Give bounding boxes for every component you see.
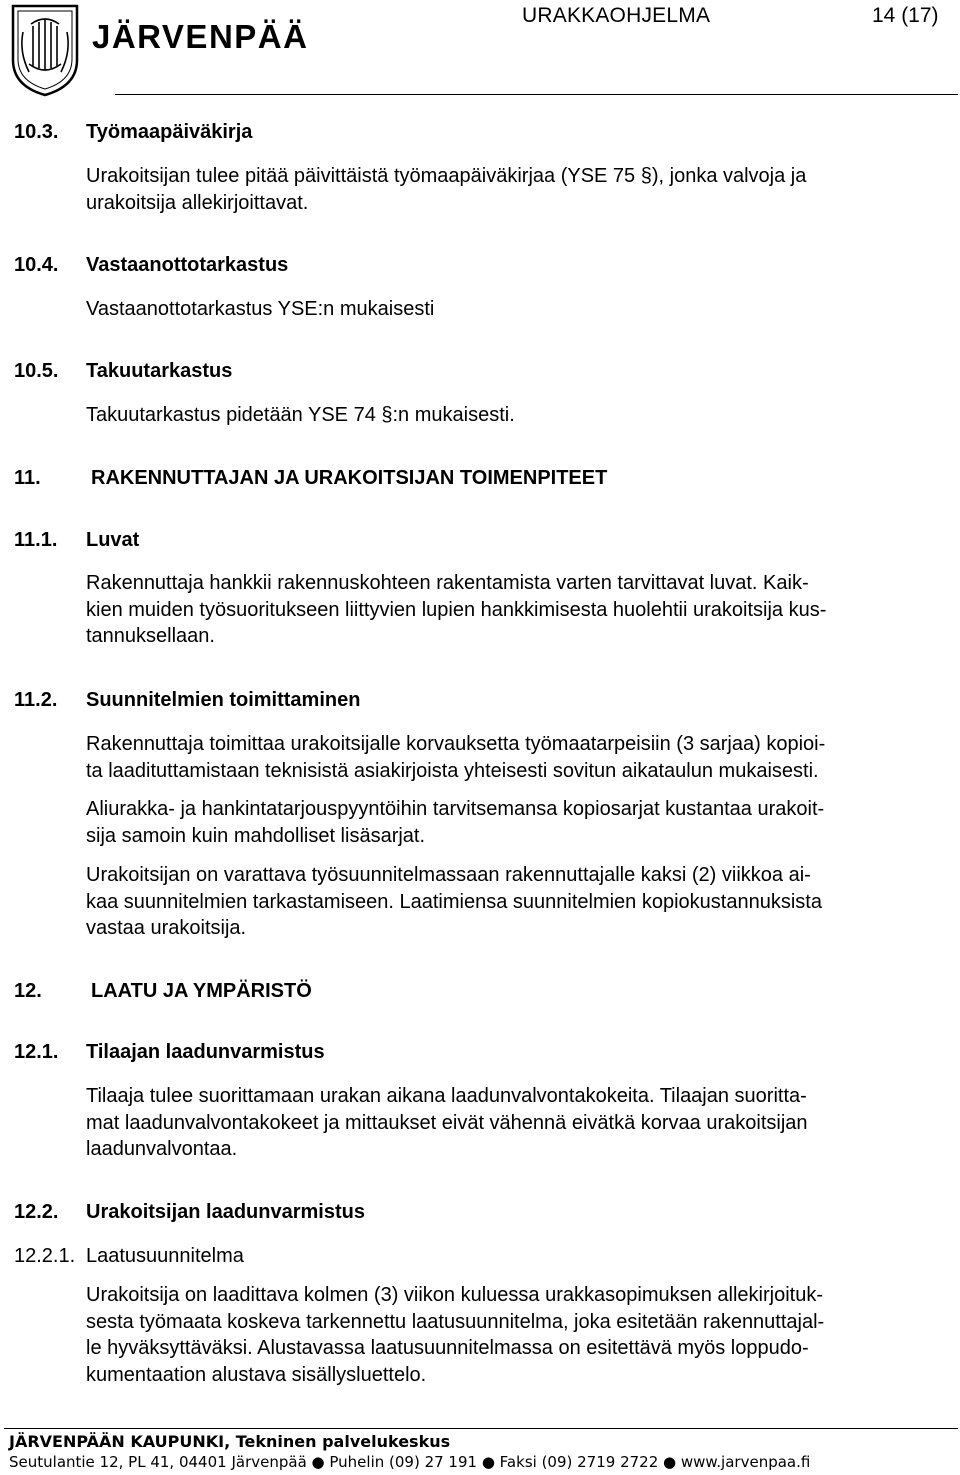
section-number: 11.2.	[14, 689, 58, 711]
section-heading: Tilaajan laadunvarmistus	[86, 1041, 325, 1063]
section-paragraph: Rakennuttaja toimittaa urakoitsijalle korvauksetta työmaatarpeisiin (3 sarjaa) kopioi- ta laadituttamistaan teknisistä asiakirjoista yhteisesti sovitun aikataulun mukaisesti.	[86, 733, 826, 782]
city-crest-logo	[9, 2, 81, 98]
subsection-number: 12.2.1.	[14, 1245, 76, 1267]
section-heading: Vastaanottotarkastus	[86, 254, 289, 276]
chapter-heading: RAKENNUTTAJAN JA URAKOITSIJAN TOIMENPITEET	[91, 467, 608, 489]
section-number: 12.2.	[14, 1201, 59, 1223]
footer-organization: JÄRVENPÄÄN KAUPUNKI, Tekninen palvelukeskus	[9, 1432, 451, 1451]
section-body: Rakennuttaja hankkii rakennuskohteen rakentamista varten tarvittavat luvat. Kaik- kien muiden työsuoritukseen liittyvien lupien hankkimisesta huolehtii urakoitsija kus- tannuksellaan.	[86, 572, 827, 647]
chapter-number: 12.	[14, 980, 42, 1002]
footer-contact: Seutulantie 12, PL 41, 04401 Järvenpää ● Puhelin (09) 27 191 ● Faksi (09) 2719 2722 ● www.jarvenpaa.fi	[9, 1453, 811, 1471]
document-title: URAKKAOHJELMA	[522, 4, 711, 27]
section-body: Urakoitsijan tulee pitää päivittäistä työmaapäiväkirjaa (YSE 75 §), jonka valvoja ja urakoitsija allekirjoittavat.	[86, 165, 807, 214]
page-number: 14 (17)	[872, 4, 939, 27]
section-heading: Suunnitelmien toimittaminen	[86, 689, 361, 711]
chapter-heading: LAATU JA YMPÄRISTÖ	[91, 980, 312, 1002]
section-body: Vastaanottotarkastus YSE:n mukaisesti	[86, 298, 435, 320]
section-heading: Urakoitsijan laadunvarmistus	[86, 1201, 365, 1223]
footer-divider	[4, 1428, 958, 1429]
section-body: Takuutarkastus pidetään YSE 74 §:n mukaisesti.	[86, 404, 515, 426]
section-number: 12.1.	[14, 1041, 59, 1063]
header-divider	[115, 94, 958, 95]
section-number: 10.5.	[14, 360, 59, 382]
section-body: Urakoitsija on laadittava kolmen (3) viikon kuluessa urakkasopimuksen allekirjoituk- sesta työmaata koskeva tarkennettu laatusuunnitelma, joka esitetään rakennuttajal- le hyväksyttäväksi. Alustavassa laatusuunnitelmassa on esitettävä myös loppudo- kumentaation alustava sisällysluettelo.	[86, 1284, 825, 1386]
section-heading: Luvat	[86, 529, 140, 551]
section-heading: Työmaapäiväkirja	[86, 121, 253, 143]
chapter-number: 11.	[14, 467, 41, 489]
section-number: 11.1.	[14, 529, 58, 551]
section-number: 10.3.	[14, 121, 59, 143]
subsection-heading: Laatusuunnitelma	[86, 1245, 244, 1267]
section-paragraph: Aliurakka- ja hankintatarjouspyyntöihin tarvitsemansa kopiosarjat kustantaa urakoit- sija samoin kuin mahdolliset lisäsarjat.	[86, 798, 825, 847]
section-paragraph: Urakoitsijan on varattava työsuunnitelmassaan rakennuttajalle kaksi (2) viikkoa ai- kaa suunnitelmien tarkastamiseen. Laatimiensa suunnitelmien kopiokustannuksista vastaa urakoitsija.	[86, 864, 822, 939]
section-number: 10.4.	[14, 254, 59, 276]
section-body: Tilaaja tulee suorittamaan urakan aikana laadunvalvontakokeita. Tilaajan suoritta- mat laadunvalvontakokeet ja mittaukset eivät vähennä eivätkä korvaa urakoitsijan laadunvalvontaa.	[86, 1085, 808, 1160]
logo-wordmark: JÄRVENPÄÄ	[92, 18, 309, 55]
section-heading: Takuutarkastus	[86, 360, 233, 382]
